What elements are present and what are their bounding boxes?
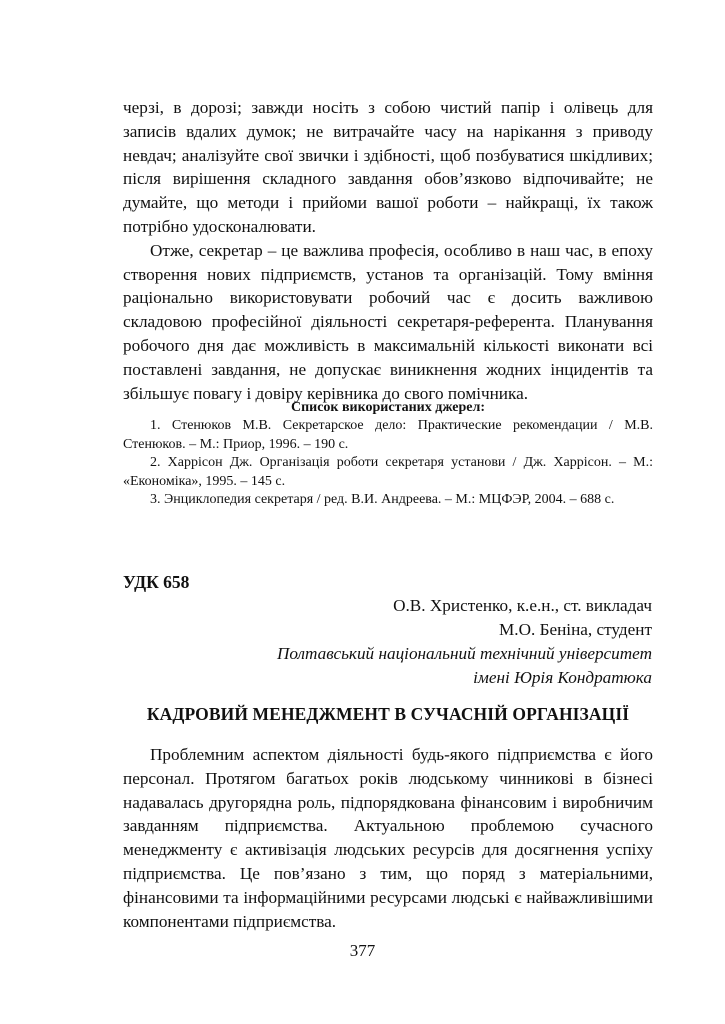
author-block [277,594,652,690]
paragraph-conclusion: Отже, секретар – це важлива професія, особливо в наш час, в епоху створення нових підприємств, установ та організацій. Тому вміння раціонально використовувати робочий час є досить важливою складовою професійної діяльності секретаря-референта. Планування робочого дня дає можливість в максимальній кількості виконати всі поставлені завдання, не допускає виникнення жодних інцидентів та збільшує повагу і довіру керівника до свого помічника. [123,240,653,403]
paragraph-intro: Проблемним аспектом діяльності будь-якого підприємства є його персонал. Протягом багатьох років людському чинникові в бізнесі надавалась другорядна роль, підпорядкована фінансовим і виробничим завданням підприємства. Актуальною проблемою сучасного менеджменту є активізація людських ресурсів для досягнення успіху підприємства. Це пов’язано з тим, що поряд з матеріальними, фінансовими та інформаційними ресурсами людські є найважливішими компонентами підприємства. [123,745,653,931]
top-text-block [123,96,653,405]
author-name: О.В. Христенко, к.е.н., ст. викладач [393,596,652,615]
references-list [123,417,653,510]
article-title: КАДРОВИЙ МЕНЕДЖМЕНТ В СУЧАСНІЙ ОРГАНІЗАЦІЇ [146,704,630,724]
author-name: М.О. Беніна, студент [499,620,652,639]
udk-code: УДК 658 [123,572,190,592]
affiliation: Полтавський національний технічний університет [276,644,652,663]
page-number: 377 [349,941,376,960]
reference-item: 3. Энциклопедия секретаря / ред. В.И. Андреева. – М.: МЦФЭР, 2004. – 688 с. [150,492,615,507]
affiliation: імені Юрія Кондратюка [473,668,652,687]
reference-item: 1. Стенюков М.В. Секретарское дело: Практические рекомендации / М.В. Стенюков. – М.: Приор, 1996. – 190 с. [123,418,653,452]
references-title: Список використаних джерел: [290,400,486,415]
reference-item: 2. Харрісон Дж. Організація роботи секретаря установи / Дж. Харрісон. – М.: «Економіка», 1995. – 145 с. [123,455,653,489]
paragraph-continuation: черзі, в дорозі; завжди носіть з собою чистий папір і олівець для записів вдалих думок; не витрачайте часу на нарікання з приводу невдач; аналізуйте свої звички і здібності, щоб позбуватися шкідливих; після вирішення складного завдання обов’язково відпочивайте; не думайте, що методи і прийоми вашої роботи – найкращі, їх також потрібно удосконалювати. [123,98,653,236]
bottom-text-block [123,743,653,933]
